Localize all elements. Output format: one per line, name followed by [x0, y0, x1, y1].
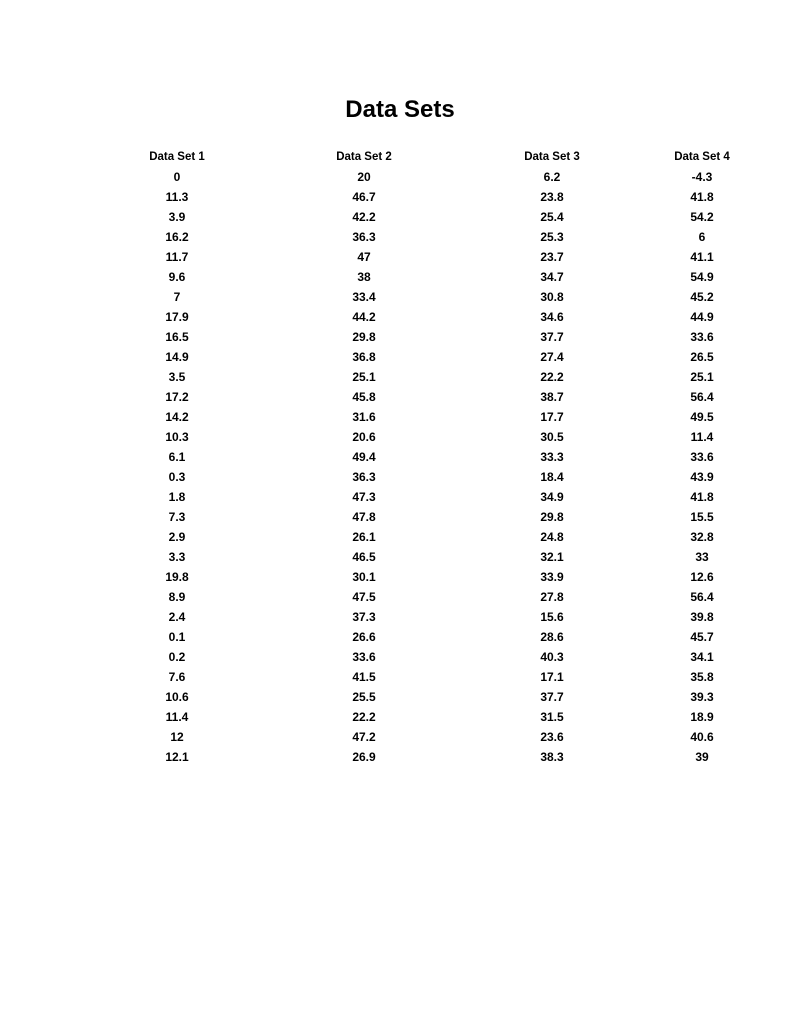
table-cell: 45.8 — [352, 390, 376, 404]
table-row — [0, 347, 800, 367]
table-cell: 27.4 — [540, 350, 564, 364]
table-cell: 35.8 — [690, 670, 714, 684]
table-cell: 54.9 — [690, 270, 714, 284]
table-cell: 16.2 — [165, 230, 189, 244]
table-cell: 46.7 — [352, 190, 376, 204]
table-cell: 8.9 — [168, 590, 186, 604]
table-cell: 11.4 — [690, 430, 714, 444]
table-cell: 23.8 — [540, 190, 564, 204]
table-row — [0, 687, 800, 707]
table-cell: 25.5 — [352, 690, 376, 704]
table-cell: 33 — [695, 550, 709, 564]
table-cell: 3.3 — [168, 550, 186, 564]
table-cell: 34.7 — [540, 270, 564, 284]
table-cell: 24.8 — [540, 530, 564, 544]
table-row — [0, 367, 800, 387]
table-cell: 20.6 — [352, 430, 376, 444]
column-header: Data Set 2 — [336, 151, 392, 163]
page-title: Data Sets — [345, 96, 455, 123]
table-row — [0, 607, 800, 627]
table-cell: 47.5 — [352, 590, 376, 604]
table-cell: 27.8 — [540, 590, 564, 604]
table-cell: 3.9 — [168, 210, 186, 224]
table-cell: 0.3 — [168, 470, 186, 484]
table-cell: 28.6 — [540, 630, 564, 644]
table-cell: 12.1 — [165, 750, 189, 764]
table-cell: 17.7 — [540, 410, 564, 424]
table-row — [0, 507, 800, 527]
table-cell: 23.7 — [540, 250, 564, 264]
table-cell: 17.1 — [540, 670, 564, 684]
table-cell: 29.8 — [540, 510, 564, 524]
table-cell: 36.3 — [352, 470, 376, 484]
table-cell: 30.8 — [540, 290, 564, 304]
table-cell: 30.1 — [352, 570, 376, 584]
table-cell: 38 — [357, 270, 371, 284]
table-cell: 7 — [173, 290, 181, 304]
table-cell: 46.5 — [352, 550, 376, 564]
table-cell: 26.6 — [352, 630, 376, 644]
table-cell: 34.1 — [690, 650, 714, 664]
table-cell: 7.6 — [168, 670, 186, 684]
column-header: Data Set 3 — [524, 151, 580, 163]
table-cell: 37.7 — [540, 690, 564, 704]
table-cell: 1.8 — [168, 490, 186, 504]
table-cell: 15.5 — [690, 510, 714, 524]
table-cell: 17.9 — [165, 310, 189, 324]
table-cell: 33.6 — [690, 330, 714, 344]
table-cell: 11.3 — [165, 190, 189, 204]
table-cell: 23.6 — [540, 730, 564, 744]
table-row — [0, 287, 800, 307]
table-cell: 41.1 — [690, 250, 714, 264]
table-cell: 0 — [173, 170, 181, 184]
table-cell: 33.9 — [540, 570, 564, 584]
table-cell: 9.6 — [168, 270, 186, 284]
table-row — [0, 247, 800, 267]
table-row — [0, 167, 800, 187]
table-cell: 37.7 — [540, 330, 564, 344]
table-cell: 0.1 — [168, 630, 186, 644]
table-row — [0, 447, 800, 467]
table-row — [0, 267, 800, 287]
table-cell: 31.5 — [540, 710, 564, 724]
table-row — [0, 307, 800, 327]
table-cell: 56.4 — [690, 590, 714, 604]
table-row — [0, 387, 800, 407]
table-row — [0, 667, 800, 687]
table-cell: 34.6 — [540, 310, 564, 324]
table-cell: 40.3 — [540, 650, 564, 664]
table-cell: 15.6 — [540, 610, 564, 624]
table-cell: 42.2 — [352, 210, 376, 224]
table-cell: 32.8 — [690, 530, 714, 544]
table-row — [0, 467, 800, 487]
table-cell: 33.3 — [540, 450, 564, 464]
table-cell: 36.8 — [352, 350, 376, 364]
table-cell: 56.4 — [690, 390, 714, 404]
table-cell: 47.3 — [352, 490, 376, 504]
table-cell: 6.1 — [168, 450, 186, 464]
table-cell: 12 — [170, 730, 184, 744]
table-cell: 17.2 — [165, 390, 189, 404]
table-cell: 22.2 — [540, 370, 564, 384]
table-cell: 18.4 — [540, 470, 564, 484]
table-row — [0, 487, 800, 507]
column-header: Data Set 4 — [674, 151, 730, 163]
table-cell: 25.1 — [690, 370, 714, 384]
table-cell: 49.4 — [352, 450, 376, 464]
table-cell: 0.2 — [168, 650, 186, 664]
table-cell: 32.1 — [540, 550, 564, 564]
table-cell: 7.3 — [168, 510, 186, 524]
table-row — [0, 727, 800, 747]
table-cell: 39.8 — [690, 610, 714, 624]
table-cell: 47 — [357, 250, 371, 264]
table-cell: 33.6 — [690, 450, 714, 464]
table-cell: 37.3 — [352, 610, 376, 624]
table-cell: 26.9 — [352, 750, 376, 764]
table-cell: 25.1 — [352, 370, 376, 384]
table-cell: 29.8 — [352, 330, 376, 344]
table-cell: 30.5 — [540, 430, 564, 444]
table-row — [0, 407, 800, 427]
table-cell: 10.3 — [165, 430, 189, 444]
table-cell: 14.9 — [165, 350, 189, 364]
table-cell: 34.9 — [540, 490, 564, 504]
table-cell: 41.5 — [352, 670, 376, 684]
table-cell: 47.2 — [352, 730, 376, 744]
table-cell: 45.2 — [690, 290, 714, 304]
table-cell: 31.6 — [352, 410, 376, 424]
table-row — [0, 547, 800, 567]
table-cell: 39 — [695, 750, 709, 764]
table-cell: 33.6 — [352, 650, 376, 664]
table-cell: 2.4 — [168, 610, 186, 624]
table-row — [0, 207, 800, 227]
table-cell: 47.8 — [352, 510, 376, 524]
table-cell: 16.5 — [165, 330, 189, 344]
table-cell: 3.5 — [168, 370, 186, 384]
table-cell: 14.2 — [165, 410, 189, 424]
table-cell: 25.3 — [540, 230, 564, 244]
table-cell: -4.3 — [691, 170, 713, 184]
table-cell: 11.4 — [165, 710, 189, 724]
table-cell: 49.5 — [690, 410, 714, 424]
table-cell: 40.6 — [690, 730, 714, 744]
table-cell: 10.6 — [165, 690, 189, 704]
table-row — [0, 747, 800, 767]
table-cell: 44.2 — [352, 310, 376, 324]
table-row — [0, 427, 800, 447]
table-cell: 11.7 — [165, 250, 189, 264]
table-cell: 20 — [357, 170, 371, 184]
table-row — [0, 327, 800, 347]
table-cell: 6.2 — [543, 170, 561, 184]
table-cell: 26.5 — [690, 350, 714, 364]
table-row — [0, 707, 800, 727]
table-cell: 41.8 — [690, 490, 714, 504]
column-header: Data Set 1 — [149, 151, 205, 163]
table-cell: 26.1 — [352, 530, 376, 544]
table-cell: 54.2 — [690, 210, 714, 224]
table-row — [0, 567, 800, 587]
table-cell: 18.9 — [690, 710, 714, 724]
table-cell: 6 — [698, 230, 706, 244]
table-cell: 12.6 — [690, 570, 714, 584]
table-cell: 33.4 — [352, 290, 376, 304]
table-cell: 44.9 — [690, 310, 714, 324]
table-cell: 25.4 — [540, 210, 564, 224]
table-row — [0, 627, 800, 647]
table-row — [0, 187, 800, 207]
table-cell: 22.2 — [352, 710, 376, 724]
table-cell: 38.7 — [540, 390, 564, 404]
table-cell: 19.8 — [165, 570, 189, 584]
table-cell: 38.3 — [540, 750, 564, 764]
table-cell: 2.9 — [168, 530, 186, 544]
table-row — [0, 587, 800, 607]
table-cell: 43.9 — [690, 470, 714, 484]
table-row — [0, 647, 800, 667]
table-row — [0, 527, 800, 547]
table-cell: 39.3 — [690, 690, 714, 704]
table-cell: 36.3 — [352, 230, 376, 244]
table-header-row — [0, 147, 800, 167]
table-cell: 45.7 — [690, 630, 714, 644]
table-cell: 41.8 — [690, 190, 714, 204]
table-row — [0, 227, 800, 247]
